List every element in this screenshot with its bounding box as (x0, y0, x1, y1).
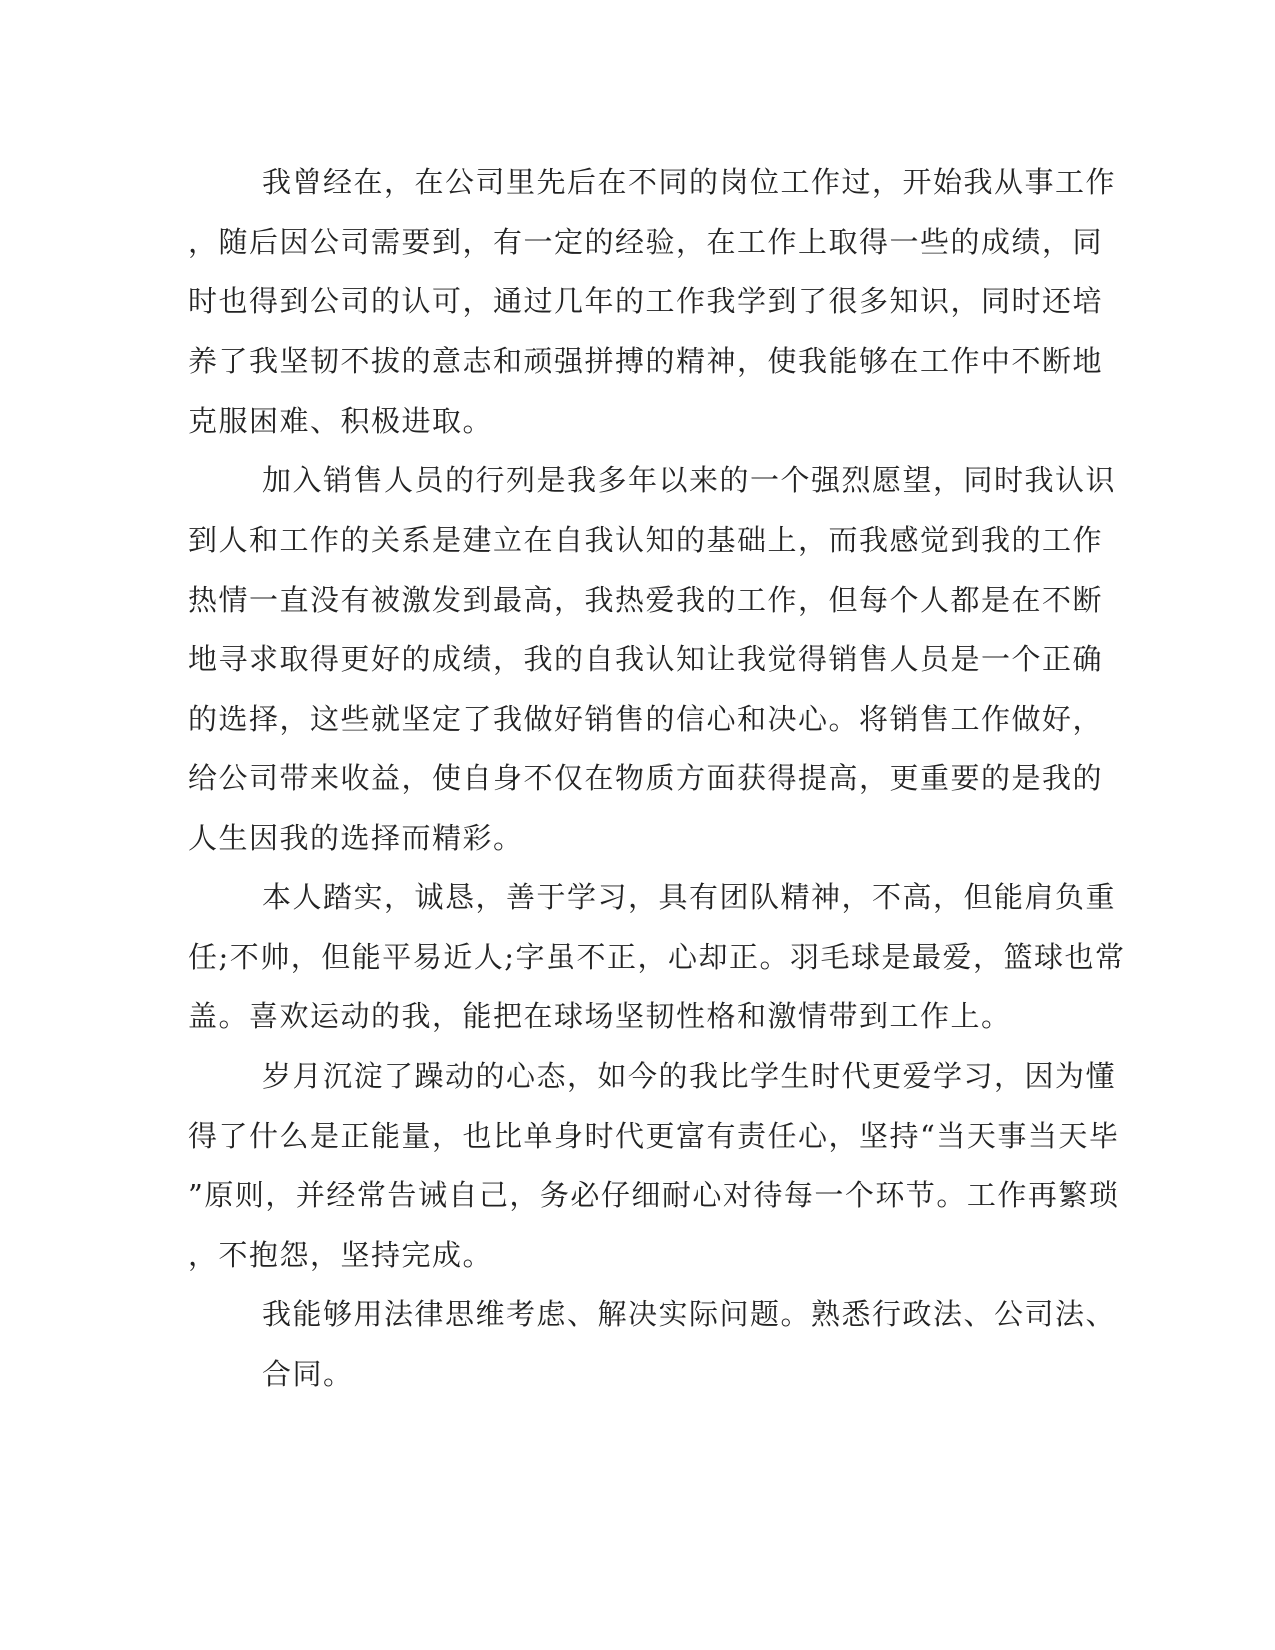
text-line: 到人和工作的关系是建立在自我认知的基础上，而我感觉到我的工作 (188, 523, 1104, 557)
text-line: 热情一直没有被激发到最高，我热爱我的工作，但每个人都是在不断 (188, 583, 1104, 617)
text-line: ”原则，并经常告诫自己，务必仔细耐心对待每一个环节。工作再繁琐 (188, 1178, 1120, 1212)
text-line: 得了什么是正能量，也比单身时代更富有责任心，坚持“当天事当天毕 (188, 1119, 1120, 1153)
text-line: 时也得到公司的认可，通过几年的工作我学到了很多知识，同时还培 (188, 284, 1104, 318)
text-line: 养了我坚韧不拔的意志和顽强拼搏的精神，使我能够在工作中不断地 (188, 344, 1104, 378)
text-line: 盖。喜欢运动的我，能把在球场坚韧性格和激情带到工作上。 (188, 999, 1012, 1033)
text-line: 克服困难、积极进取。 (188, 404, 494, 438)
text-line: ，随后因公司需要到，有一定的经验，在工作上取得一些的成绩，同 (188, 225, 1104, 259)
text-line: 加入销售人员的行列是我多年以来的一个强烈愿望，同时我认识 (262, 463, 1117, 497)
text-line: 我曾经在，在公司里先后在不同的岗位工作过，开始我从事工作 (262, 165, 1117, 199)
text-line: 任;不帅，但能平易近人;字虽不正，心却正。羽毛球是最爱，篮球也常 (188, 940, 1126, 974)
text-line: 本人踏实，诚恳，善于学习，具有团队精神，不高，但能肩负重 (262, 880, 1117, 914)
text-line: 我能够用法律思维考虑、解决实际问题。熟悉行政法、公司法、 (262, 1297, 1117, 1331)
text-line: 的选择，这些就坚定了我做好销售的信心和决心。将销售工作做好， (188, 702, 1104, 736)
text-line: 岁月沉淀了躁动的心态，如今的我比学生时代更爱学习，因为懂 (262, 1059, 1117, 1093)
text-line: 合同。 (262, 1357, 354, 1391)
text-line: 人生因我的选择而精彩。 (188, 821, 524, 855)
text-line: 地寻求取得更好的成绩，我的自我认知让我觉得销售人员是一个正确 (188, 642, 1104, 676)
text-line: 给公司带来收益，使自身不仅在物质方面获得提高，更重要的是我的 (188, 761, 1104, 795)
text-line: ，不抱怨，坚持完成。 (188, 1238, 494, 1272)
